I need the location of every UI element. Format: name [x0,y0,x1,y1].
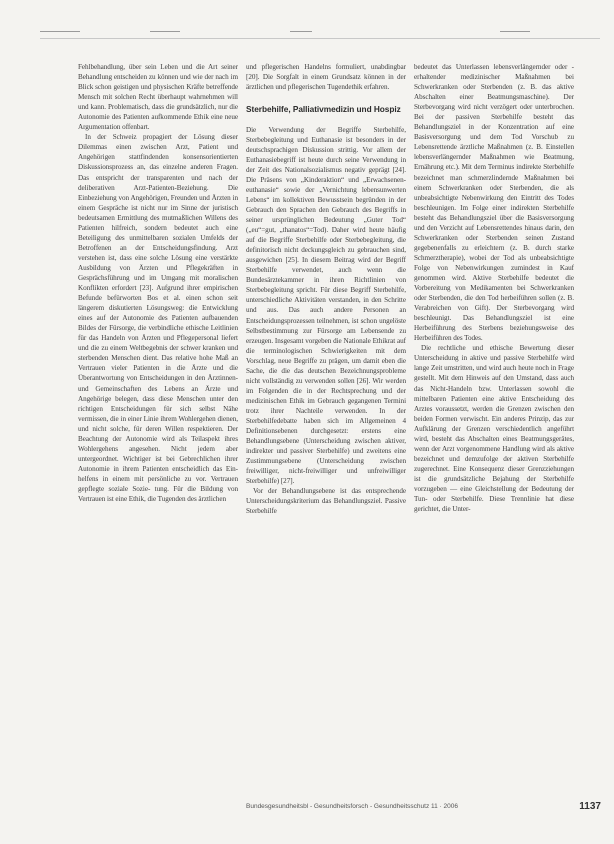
top-rule-mark [40,31,80,32]
text-column-left [78,62,238,504]
top-rule-mark [500,31,530,32]
text-column-middle [246,62,406,516]
paragraph: Die Verwendung der Begriffe Sterbehilfe, Sterbebegleitung und Euthanasie ist besonders in der deutschsprachigen Diskussion strittig. Vor allem der Euthanasiebegriff ist heute durch seine Verwendung in der Zeit des Nationalsozialismus negativ geprägt [24]. Die Präsens von „Kinderaktion“ und „Erwachsenen-euthanasie“ sowie der „Vernichtung lebensunwerten Lebens“ im kollektiven Bewusstsein begründen in der Gebrauch den Sprachen den Gebrauch des Begriffs in seiner ursprünglichen Bedeutung „Guter Tod“ („eu“=gut, „thanatos“=Tod). Daher wird heute häufig auf die Begriffe Sterbehilfe oder Sterbebegleitung, die definitorisch nicht deckungsgleich zu gebrauchen sind, ausgewichen [25]. In diesem Beitrag wird der Begriff Sterbehilfe verwendet, auch wenn die Bundesärztekammer in ihren Richtlinien von Sterbebegleitung spricht. Für diese Begriff Sterbehilfe, unterschiedliche Aktivitäten verstanden, in den Schritte und aus. Das auch andere Personen an Entscheidungsprozessen teilnehmen, ist schon ungelöste Selbstbestimmung zur Fürsorge am Lebensende zu erzeugen. Insgesamt vorgeben die Nationale Ethikrat auf die terminologischen Schwierigkeiten mit dem Vorschlag, neue Begriffe zu prägen, um damit eben die Sache, die die das deutschen Bezeichnungsprobleme nicht vollständig zu verwenden sollen [26]. Wir werden im Folgenden die in der Rechtsprechung und der medizinischen Ethik im Gebrauch gegangenen Termini trotz ihrer Nachteile verwenden. In der Sterbehilfedebatte haben sich im Allgemeinen 4 Definitionsebenen durchgesetzt: erstens eine Behandlungsebene (Unterscheidung zwischen aktiver, indirekter und passiver Sterbehilfe) und zweitens eine Zustimmungsebene (Unterscheidung zwischen freiwilliger, nicht-freiwilliger und unfreiwilliger Sterbehilfe) [27]. [246,125,406,486]
journal-citation: Bundesgesundheitsbl - Gesundheitsforsch - Gesundheitsschutz 11 · 2006 [246,803,458,810]
text-column-right [414,62,574,514]
page-number: 1137 [579,801,601,812]
top-rule-mark [290,31,312,32]
top-rule [40,38,600,39]
top-rule-mark [150,31,180,32]
paragraph: und pflegerischen Handelns formuliert, unabdingbar [20]. Die Sorgfalt in einem Grundsatz können in der ärztlichen und pflegerischen Tugendethik erfahren. [246,63,406,92]
paragraph: In der Schweiz propagiert der Lösung dieser Dilemmas einen zwischen Arzt, Patient und Angehörigen stattfindenden konsensorientierten Diskussionsprozess an, das einzelne anderen Fragen. Das entspricht der transparenten und nach der deliberativen Arzt-Patienten-Beziehung. Die Einbeziehung von Angehörigen, Freunden und Ärzten in einem Gespräche ist nicht nur im Sinne der juristisch bedeutsamen Ermittlung des mutmaßlichen Willens des Patienten hilfreich, sondern bedeutet auch eine Beteiligung des unmittelbaren sozialen Umfelds der Betroffenen an der Entscheidungsfindung. Arzt verstehen ist, dass eine solche Lösung eine verstärkte Ausbildung von Ärzten und Pflegekräften in Gesprächsführung und im Umgang mit moralischen Konflikten erfordert [23]. Aufgrund ihrer empirischen Befunde befürworten Bos et al. einen schon seit längerem diskutierten Lösungsweg: die Entwicklung eines auf der Autonomie des Patienten aufbauenden Bildes der Fürsorge, die verbindliche ethische Leitlinien für das Handeln von Ärzten und Pflegepersonal liefert und die zu einem Weltbegebnis der schwer kranken und sterbenden Menschen dient. Das relative hohe Maß an Vertrauen vieler Patienten in die Ärzte und die Überantwortung von Entscheidungen in den Ärztinnen- und Gemeinschaften des Lebens an Ärzte und Angehörige belegen, dass diese Menschen unter den richtigen Entscheidungen für sich selbst Nähe vermissen, die in einer Linie ihrem Wohlergehen dienen, und nicht solche, für deren Willen respektieren. Der Beachtung der Autonomie wird als Teilaspekt ihres Wohlergehens angesehen. Nicht jedem aber untergeordnet. Wichtiger ist bei Gebrechlichen ihrer Autonomie in ihrem Patienten entscheidlich das Ein- helfens in einem mit persönliche zu vor. Vertrauen gepflegte soziale Sozie- tung. Für die Bildung von Vertrauen ist eine Ethik, die Tugenden des ärztlichen [78,133,238,504]
paragraph: Die rechtliche und ethische Bewertung dieser Unterscheidung in aktive und passive Sterbehilfe wird lange Zeit umstritten, und wird auch heute noch in Frage gestellt. Mit dem Hinweis auf den Umstand, dass auch das Nicht-Handeln bzw. Unterlassen sowohl die mittelbaren Patienten eine aktive Entscheidung des Arztes voraussetzt, werden die Grenzen zwischen den beiden Formen verwischt. Ein anderes Prinzip, das zur Aufklärung der Grenzen verschiedentlich angeführt wird, besteht das Abschalten eines Beatmungsgerätes, wenn der Arzt vorgenommene Handlung wird als aktive bezeichnet und demzufolge der aktiven Sterbehilfe zugerechnet. Eine Konsequenz dieser Grenzziehungen ist die grundsätzliche Bejahung der Sterbehilfe vorzugeben — eine Gleichstellung der Bedeutung der Tun- oder Sterbehilfe. Diese Trennlinie hat diese gerichtet, die Unter- [414,344,574,514]
paragraph: bedeutet das Unterlassen lebensverlängernder oder -erhaltender medizinischer Maßnahmen bei Schwerkranken oder Sterbenden (z. B. das aktive Abschalten einer Beatmungsmaschine). Der Sterbevorgang wird nicht verzögert oder unterbrochen. Bei der passiven Sterbehilfe besteht das Behandlungsziel in der Konzentration auf eine Basisversorgung und dem Tod Vorschub zu Lebensrettende ärztliche Maßnahmen (z. B. Einstellen lebensverlängernder Maßnahmen wie Beatmung, Ernährung etc.). Mit dem Terminus indirekte Sterbehilfe bezeichnet man schmerzlindernde Maßnahmen bei einem Schwerkranken oder Sterbenden, die als unbeabsichtigte Nebenwirkung den Eintritt des Todes beschleunigen. Im Folge einer indirekten Sterbehilfe besteht das Behandlungsziel über die Basisversorgung und den Verzicht auf Lebensrettendes hinaus darin, den Schwerkranken oder Sterbenden seinen Zustand gegebenenfalls zu erleichtern (z. B. durch starke Schmerztherapie), wobei der Tod als unbeabsichtigte Folge von Nebenwirkungen zumindest in Kauf genommen wird. Aktive Sterbehilfe bedeutet die Vorbereitung von Medikamenten bei Schwerkranken oder Sterbenden, die den Tod herbeiführen sollen (z. B. Verabreichen von Gift). Der Sterbevorgang wird beschleunigt. Das Behandlungsziel ist eine Herbeiführung des Sterbens beziehungsweise des Herbeiführen des Todes. [414,63,574,343]
paragraph: Vor der Behandlungsebene ist das entsprechende Unterscheidungskriterium das Behandlungsziel. Passive Sterbehilfe [246,487,406,516]
section-heading: Sterbehilfe, Palliativmedizin und Hospiz [246,104,401,115]
page-footer [246,801,601,815]
paragraph: Fehlbehandlung, über sein Leben und die Art seiner Behandlung entscheiden zu können und wie der nach im Blick schon geistigen und physischen Kräfte betreffende Mensch mit solchen Recht überhaupt wahrnehmen will und kann. Problematisch, dass die grundsätzlich, nur die Autonomie des Patienten aufkommende Ethik eine neue Argumentation offenbart. [78,63,238,132]
